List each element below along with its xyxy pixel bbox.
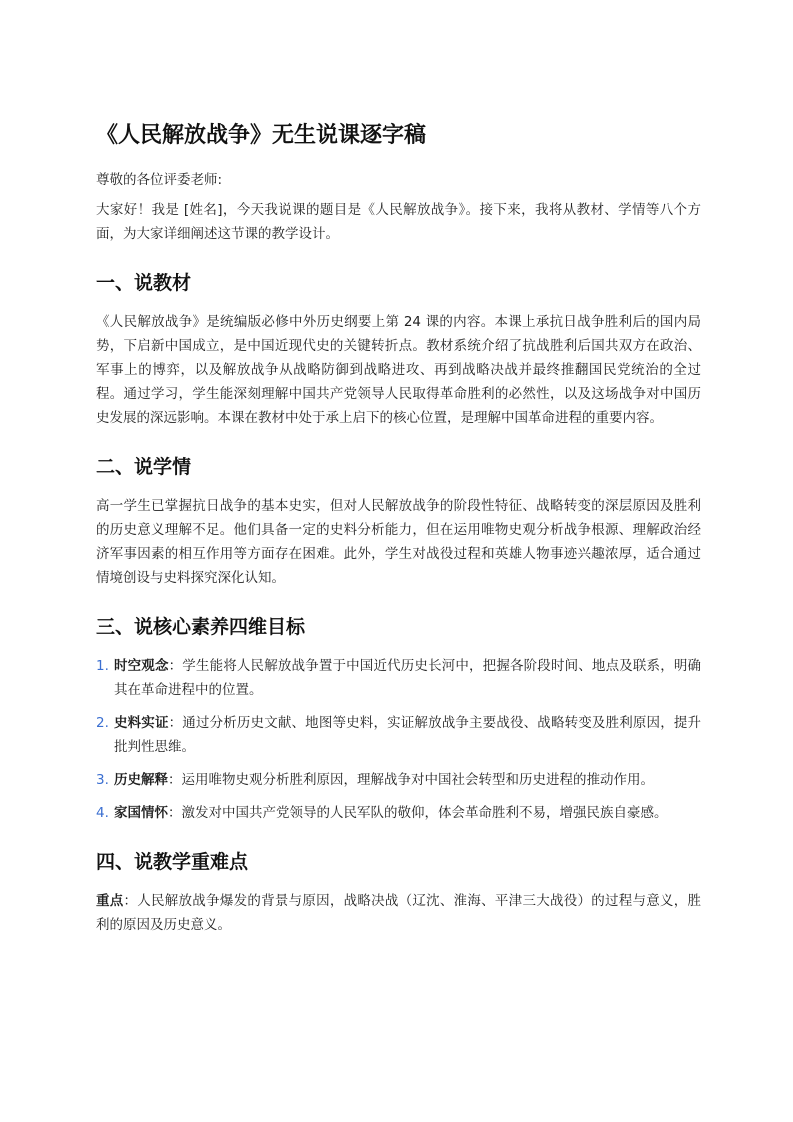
goal-text: 通过分析历史文献、地图等史料，实证解放战争主要战役、战略转变及胜利原因，提升批判性思维。 <box>114 715 702 755</box>
key-points-label: 重点 <box>96 893 124 909</box>
section-heading-students: 二、说学情 <box>96 456 192 478</box>
goals-list <box>96 654 701 825</box>
textbook-paragraph: 《人民解放战争》是统编版必修中外历史纲要上第 24 课的内容。本课上承抗日战争胜利后的国内局势，下启新中国成立，是中国近现代史的关键转折点。教材系统介绍了抗战胜利后国共双方在政治、军事上的博弈，以及解放战争从战略防御到战略进攻、再到战略决战并最终推翻国民党统治的全过程。通过学习，学生能深刻理解中国共产党领导人民取得革命胜利的必然性，以及这场战争对中国历史发展的深远影响。本课在教材中处于承上启下的核心位置，是理解中国革命进程的重要内容。 <box>96 314 701 426</box>
key-points-paragraph: 重点：人民解放战争爆发的背景与原因，战略决战（辽沈、淮海、平津三大战役）的过程与意义，胜利的原因及历史意义。 <box>96 893 702 933</box>
goal-item: 2. 史料实证：通过分析历史文献、地图等史料，实证解放战争主要战役、战略转变及胜利原因，提升批判性思维。 <box>96 711 701 759</box>
section-heading-difficulties: 四、说教学重难点 <box>96 851 249 873</box>
goal-item: 4. 家国情怀：激发对中国共产党领导的人民军队的敬仰，体会革命胜利不易，增强民族自豪感。 <box>96 801 701 825</box>
goal-number: 1. <box>96 658 109 674</box>
goal-item: 1. 时空观念：学生能将人民解放战争置于中国近代历史长河中，把握各阶段时间、地点及联系，明确其在革命进程中的位置。 <box>96 654 701 702</box>
intro-paragraph: 大家好！我是 [姓名]，今天我说课的题目是《人民解放战争》。接下来，我将从教材、学情等八个方面，为大家详细阐述这节课的教学设计。 <box>96 202 701 242</box>
goal-number: 2. <box>96 715 109 731</box>
document-page <box>96 118 701 943</box>
section-heading-textbook: 一、说教材 <box>96 272 192 294</box>
goal-term: 史料实证 <box>114 715 169 731</box>
goal-item: 3. 历史解释：运用唯物史观分析胜利原因，理解战争对中国社会转型和历史进程的推动作用。 <box>96 768 701 792</box>
goal-text: 激发对中国共产党领导的人民军队的敬仰，体会革命胜利不易，增强民族自豪感。 <box>181 805 668 821</box>
document-title: 《人民解放战争》无生说课逐字稿 <box>96 123 427 148</box>
goal-term: 家国情怀 <box>114 805 168 821</box>
goal-text: 运用唯物史观分析胜利原因，理解战争对中国社会转型和历史进程的推动作用。 <box>181 772 654 788</box>
goal-number: 3. <box>96 772 109 788</box>
goal-text: 学生能将人民解放战争置于中国近代历史长河中，把握各阶段时间、地点及联系，明确其在革命进程中的位置。 <box>114 658 702 698</box>
goal-term: 历史解释 <box>114 772 168 788</box>
goal-number: 4. <box>96 805 109 821</box>
section-heading-goals: 三、说核心素养四维目标 <box>96 616 306 638</box>
students-paragraph: 高一学生已掌握抗日战争的基本史实，但对人民解放战争的阶段性特征、战略转变的深层原因及胜利的历史意义理解不足。他们具备一定的史料分析能力，但在运用唯物史观分析战争根源、理解政治经济军事因素的相互作用等方面存在困难。此外，学生对战役过程和英雄人物事迹兴趣浓厚，适合通过情境创设与史料探究深化认知。 <box>96 498 701 586</box>
key-points-text: 人民解放战争爆发的背景与原因，战略决战（辽沈、淮海、平津三大战役）的过程与意义，胜利的原因及历史意义。 <box>96 893 702 933</box>
greeting-paragraph: 尊敬的各位评委老师: <box>96 172 223 188</box>
goal-term: 时空观念 <box>114 658 169 674</box>
